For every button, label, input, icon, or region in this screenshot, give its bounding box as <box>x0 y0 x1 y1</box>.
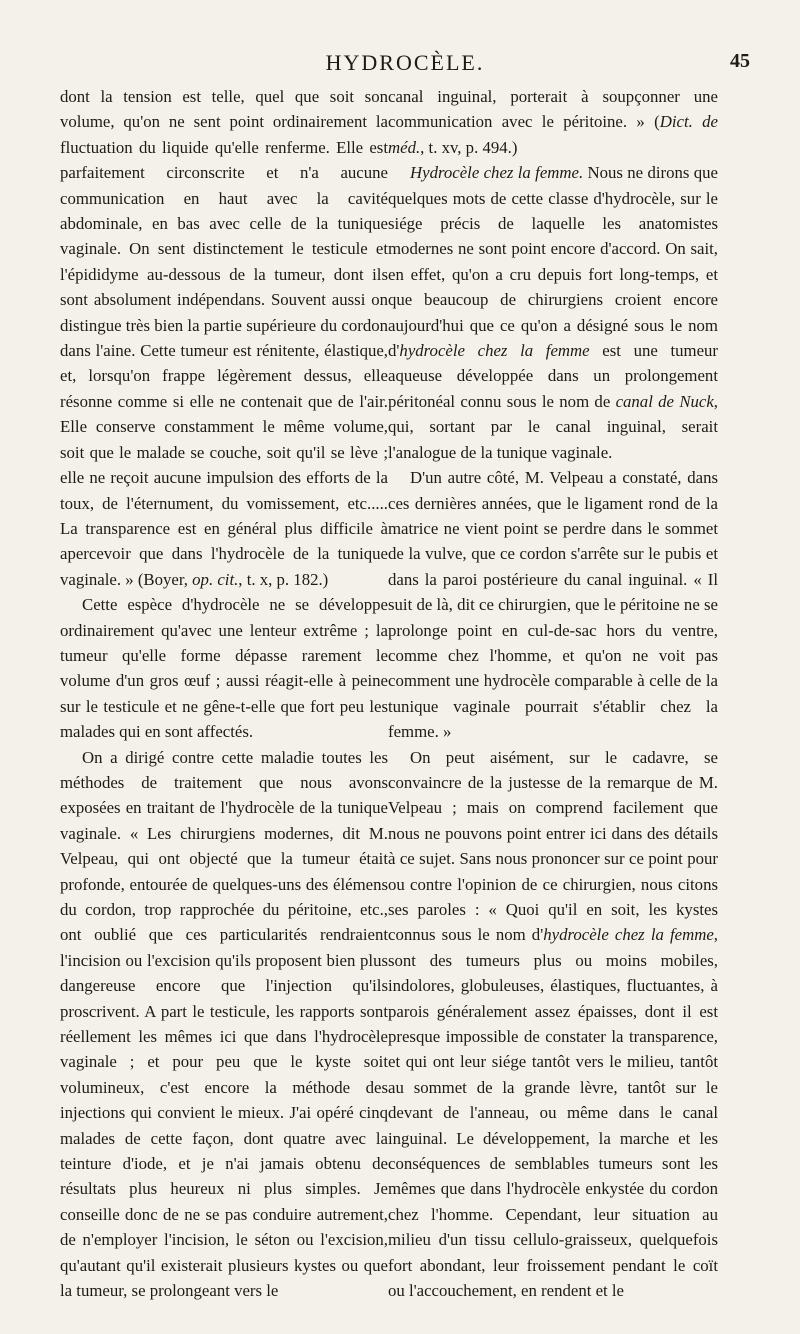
paragraph-text: dont la tension est telle, quel que soit son volume, qu'on ne sent point ordinairement la fluctuation du liquide qu'elle renferme. Elle est parfaitement circonscrite et n'a aucune communication en haut avec la cavité abdominale, en bas avec celle de la tunique vaginale. On sent distinctement le testicule et l'épididyme au-dessous de la tumeur, dont ils sont absolument indépendans. Souvent aussi on distingue très bien la partie supérieure du cordon dans l'aine. Cette tumeur est rénitente, élastique, et, lorsqu'on frappe légèrement dessus, elle résonne comme si elle ne contenait que de l'air. Elle conserve constamment le même volume, soit que le malade se couche, soit qu'il se lève ; elle ne reçoit aucune impulsion des efforts de la toux, de l'éternument, du vomissement, etc..... La transparence est en général plus difficile à apercevoir que dans l'hydrocèle de la tunique vaginale. » (Boyer, <box>60 87 388 589</box>
paragraph-text: canal inguinal, porterait à soupçonner une communication avec le péritoine. » <box>388 87 718 132</box>
paragraph <box>388 745 718 1304</box>
paragraph <box>60 84 388 592</box>
citation-text: , t. xv, p. 494.) <box>420 137 518 157</box>
paragraph <box>388 465 718 744</box>
section-title: Hydrocèle chez la femme. <box>410 163 584 183</box>
paragraph-text: , qui, sortant par le canal inguinal, serait l'analogue de la tunique vaginale. <box>388 391 718 462</box>
paragraph <box>60 592 388 744</box>
paragraph-text: On peut aisément, sur le cadavre, se convaincre de la justesse de la remarque de M. Velpeau ; mais on comprend facilement que nous ne pouvons point entrer ici dans des détails à ce sujet. Sans nous prononcer sur ce point pour ou contre l'opinion de ce chirurgien, nous citons ses paroles : « Quoi qu'il en soit, les kystes connus sous le nom d' <box>388 747 718 945</box>
running-title: HYDROCÈLE. <box>325 50 485 75</box>
paragraph-text: On a dirigé contre cette maladie toutes les méthodes de traitement que nous avons exposées en traitant de l'hydrocèle de la tunique vaginale. « Les chirurgiens modernes, dit M. Velpeau, qui ont objecté que la tumeur était profonde, entourée de quelques-uns des élémens du cordon, trop rapprochée du péritoine, etc., ont oublié que ces particularités rendraient l'incision ou l'excision qu'ils proposent bien plus dangereuse encore que l'injection qu'ils proscrivent. A part le testicule, les rapports sont réellement les mêmes ici que dans l'hydrocèle vaginale ; et pour peu que le kyste soit volumineux, c'est encore la méthode des injections qui convient le mieux. J'ai opéré cinq malades de cette façon, dont quatre avec la teinture d'iode, et je n'ai jamais obtenu de résultats plus heureux ni plus simples. Je conseille donc de ne se pas conduire autrement, de n'employer l'incision, le séton ou l'excision, qu'autant qu'il existerait plusieurs kystes ou que la tumeur, se prolongeant vers le <box>60 747 388 1301</box>
italic-term: hydrocèle chez la femme <box>399 341 590 361</box>
paragraph <box>388 160 718 465</box>
italic-term: hydrocèle chez la femme <box>543 925 714 945</box>
citation-italic: Dict. de méd. <box>388 112 718 157</box>
paragraph-text: Cette espèce d'hydrocèle ne se développe ordinairement qu'avec une lenteur extrême ; la tumeur qu'elle forme dépasse rarement le volume d'un gros œuf ; aussi réagit-elle à peine sur le testicule et ne gêne-t-elle que fort peu les malades qui en sont affectés. <box>60 595 388 742</box>
page-number: 45 <box>730 50 750 72</box>
paragraph <box>60 745 388 1304</box>
paragraph-text: est une tumeur aqueuse développée dans un prolongement péritonéal connu sous le nom de <box>388 341 718 411</box>
paragraph: canal inguinal, porterait à soupçonner une communication avec le péritoine. » (Dict. de méd., t. xv, p. 494.) <box>388 87 718 157</box>
paragraph-text: , sont des tumeurs plus ou moins mobiles, indolores, globuleuses, élastiques, fluctuantes, à parois généralement assez épaisses, dont il est presque impossible de constater la transparence, et qui ont leur siége tantôt vers le milieu, tantôt au sommet de la grande lèvre, tantôt sur le devant de l'anneau, ou même dans le canal inguinal. Le développement, la marche et les conséquences de semblables tumeurs sont les mêmes que dans l'hydrocèle enkystée du cordon chez l'homme. Cependant, leur situation au milieu d'un tissu cellulo-graisseux, quelquefois fort abondant, leur froissement pendant le coït ou l'accouchement, en rendent et le <box>388 925 718 1301</box>
paragraph-text: Nous ne dirons que quelques mots de cette classe d'hydrocèle, sur le siége précis de laquelle les anatomistes modernes ne sont point encore d'accord. On sait, en effet, qu'on a cru depuis fort long-temps, et que beaucoup de chirurgiens croient encore aujourd'hui que ce qu'on a désigné sous le nom d' <box>388 163 719 361</box>
italic-term: canal de Nuck <box>615 391 714 411</box>
right-column <box>388 84 718 1304</box>
paragraph-text: D'un autre côté, M. Velpeau a constaté, dans ces dernières années, que le ligament rond de la matrice ne vient point se perdre dans le sommet de la vulve, que ce cordon s'arrête sur le pubis et dans la paroi postérieure du canal inguinal. « Il suit de là, dit ce chirurgien, que le péritoine ne se prolonge point en cul-de-sac hors du ventre, comme chez l'homme, et qu'on ne voit pas comment une hydrocèle comparable à celle de la tunique vaginale pourrait s'établir chez la femme. » <box>388 468 718 742</box>
citation-text: , t. x, p. 182.) <box>238 569 329 589</box>
left-column <box>60 84 388 1304</box>
page-header <box>60 50 750 80</box>
citation-italic: op. cit. <box>192 569 239 589</box>
